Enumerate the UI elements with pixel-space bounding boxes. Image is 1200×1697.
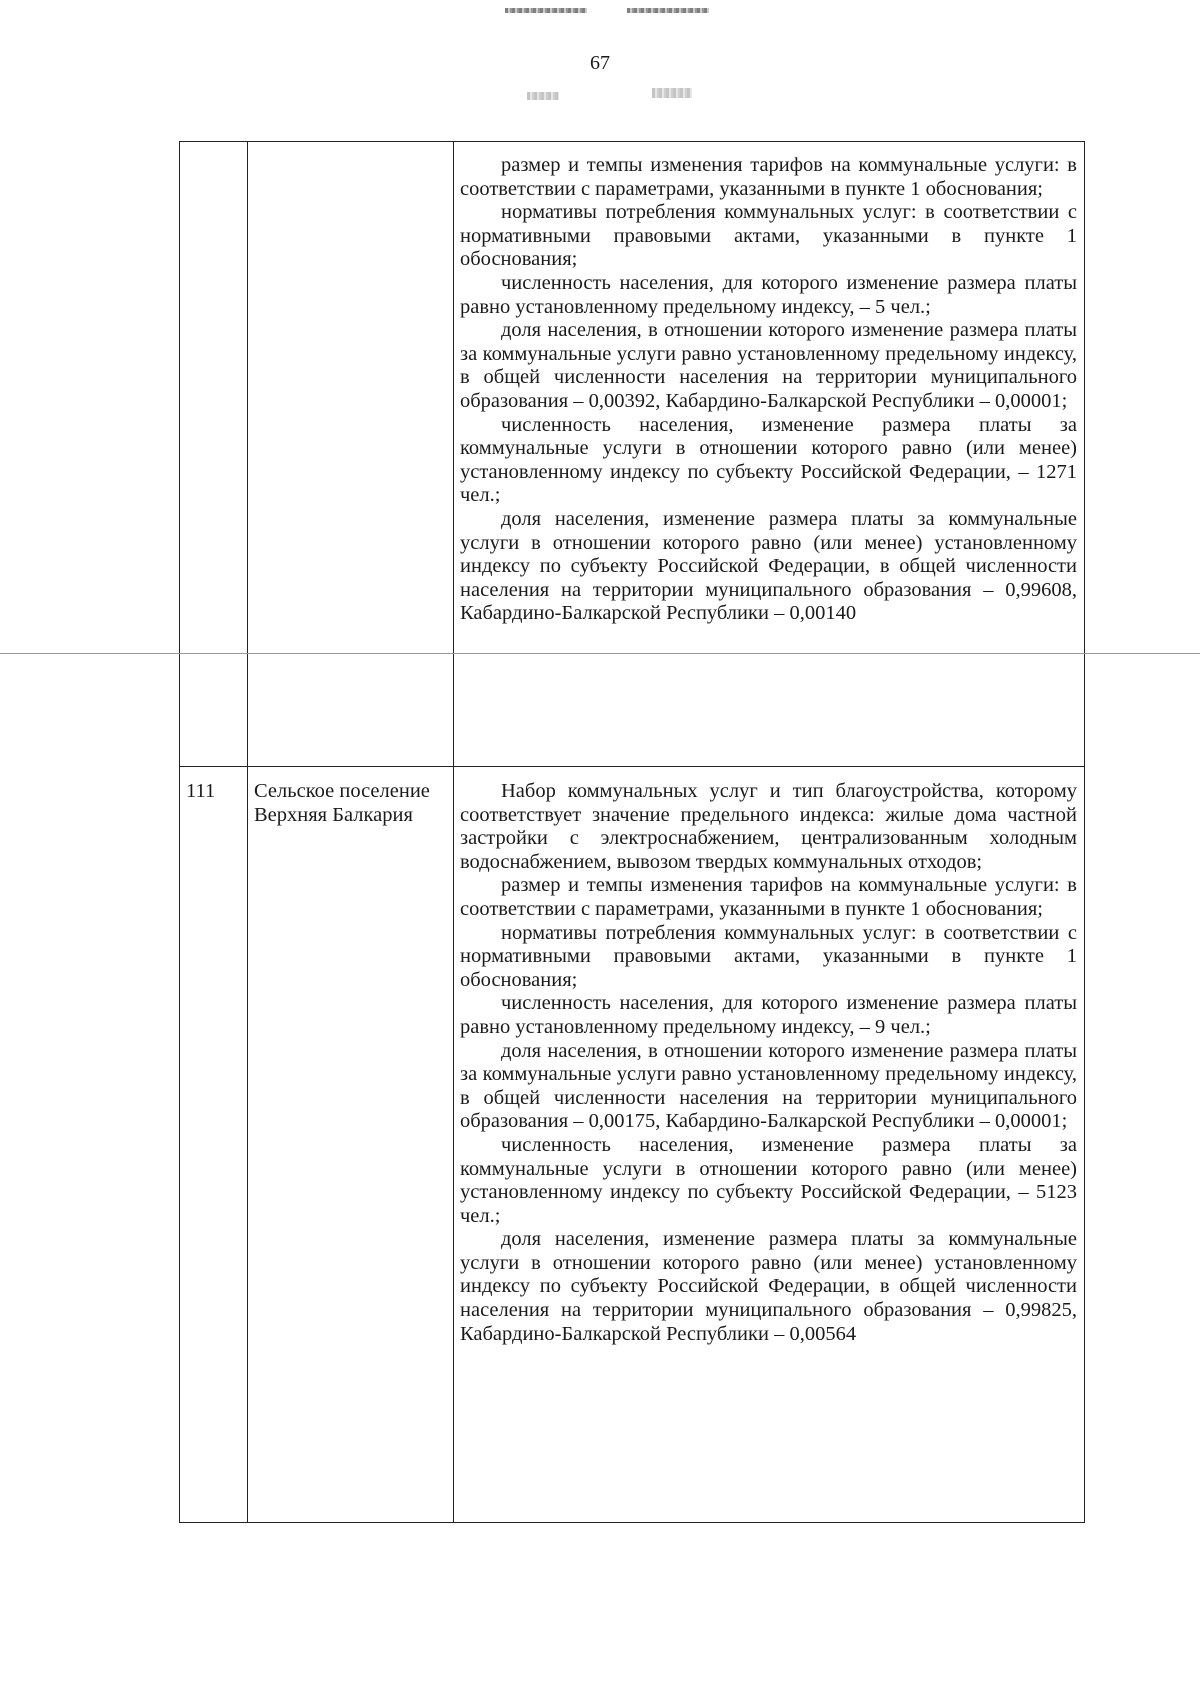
paragraph: размер и темпы изменения тарифов на коммунальные услуги: в соответствии с параметрами, указанными в пункте 1 обоснования; [460, 154, 1077, 200]
scan-artifact [652, 88, 692, 98]
row-number-cell [180, 142, 248, 767]
scan-artifact [627, 8, 709, 13]
document-table [179, 141, 1085, 1523]
municipality-name-cell: Сельское поселение Верхняя Балкария [248, 767, 454, 1523]
paragraph: доля населения, в отношении которого изменение размера платы за коммунальные услуги равно установленному предельному индексу, в общей численности населения на территории муниципального образования – 0,00392, Кабардино-Балкарской Республики – 0,00001; [460, 319, 1077, 412]
paragraph: доля населения, изменение размера платы за коммунальные услуги в отношении которого равно (или менее) установленному индексу по субъекту Российской Федерации, в общей численности населения на территории муниципального образования – 0,99825, Кабардино-Балкарской Республики – 0,00564 [460, 1228, 1077, 1345]
paragraph: нормативы потребления коммунальных услуг: в соответствии с нормативными правовыми актами, указанными в пункте 1 обоснования; [460, 201, 1077, 271]
scan-fold-line [0, 653, 1200, 654]
scan-artifact [505, 8, 587, 13]
paragraph: численность населения, изменение размера платы за коммунальные услуги в отношении которого равно (или менее) установленному индексу по субъекту Российской Федерации, – 1271 чел.; [460, 413, 1077, 507]
row-number-cell: 111 [180, 767, 248, 1523]
scan-artifact [527, 92, 559, 100]
description-cell [454, 142, 1085, 767]
page-number: 67 [590, 52, 610, 74]
paragraph: размер и темпы изменения тарифов на коммунальные услуги: в соответствии с параметрами, указанными в пункте 1 обоснования; [460, 874, 1077, 920]
paragraph: доля населения, изменение размера платы за коммунальные услуги в отношении которого равно (или менее) установленному индексу по субъекту Российской Федерации, в общей численности населения на территории муниципального образования – 0,99608, Кабардино-Балкарской Республики – 0,00140 [460, 507, 1077, 625]
municipality-name-cell [248, 142, 454, 767]
paragraph: численность населения, изменение размера платы за коммунальные услуги в отношении которого равно (или менее) установленному индексу по субъекту Российской Федерации, – 5123 чел.; [460, 1133, 1077, 1227]
description-cell [454, 767, 1085, 1523]
paragraph: доля населения, в отношении которого изменение размера платы за коммунальные услуги равно установленному предельному индексу, в общей численности населения на территории муниципального образования – 0,00175, Кабардино-Балкарской Республики – 0,00001; [460, 1039, 1077, 1133]
paragraph: численность населения, для которого изменение размера платы равно установленному предельному индексу, – 5 чел.; [460, 271, 1077, 318]
paragraph: Набор коммунальных услуг и тип благоустройства, которому соответствует значение предельного индекса: жилые дома частной застройки с электроснабжением, централизованным холодным водоснабжением, вывозом твердых коммунальных отходов; [460, 780, 1077, 873]
table-row [180, 142, 1085, 767]
paragraph: нормативы потребления коммунальных услуг: в соответствии с нормативными правовыми актами, указанными в пункте 1 обоснования; [460, 921, 1077, 991]
paragraph: численность населения, для которого изменение размера платы равно установленному предельному индексу, – 9 чел.; [460, 992, 1077, 1038]
table-row [180, 767, 1085, 1523]
